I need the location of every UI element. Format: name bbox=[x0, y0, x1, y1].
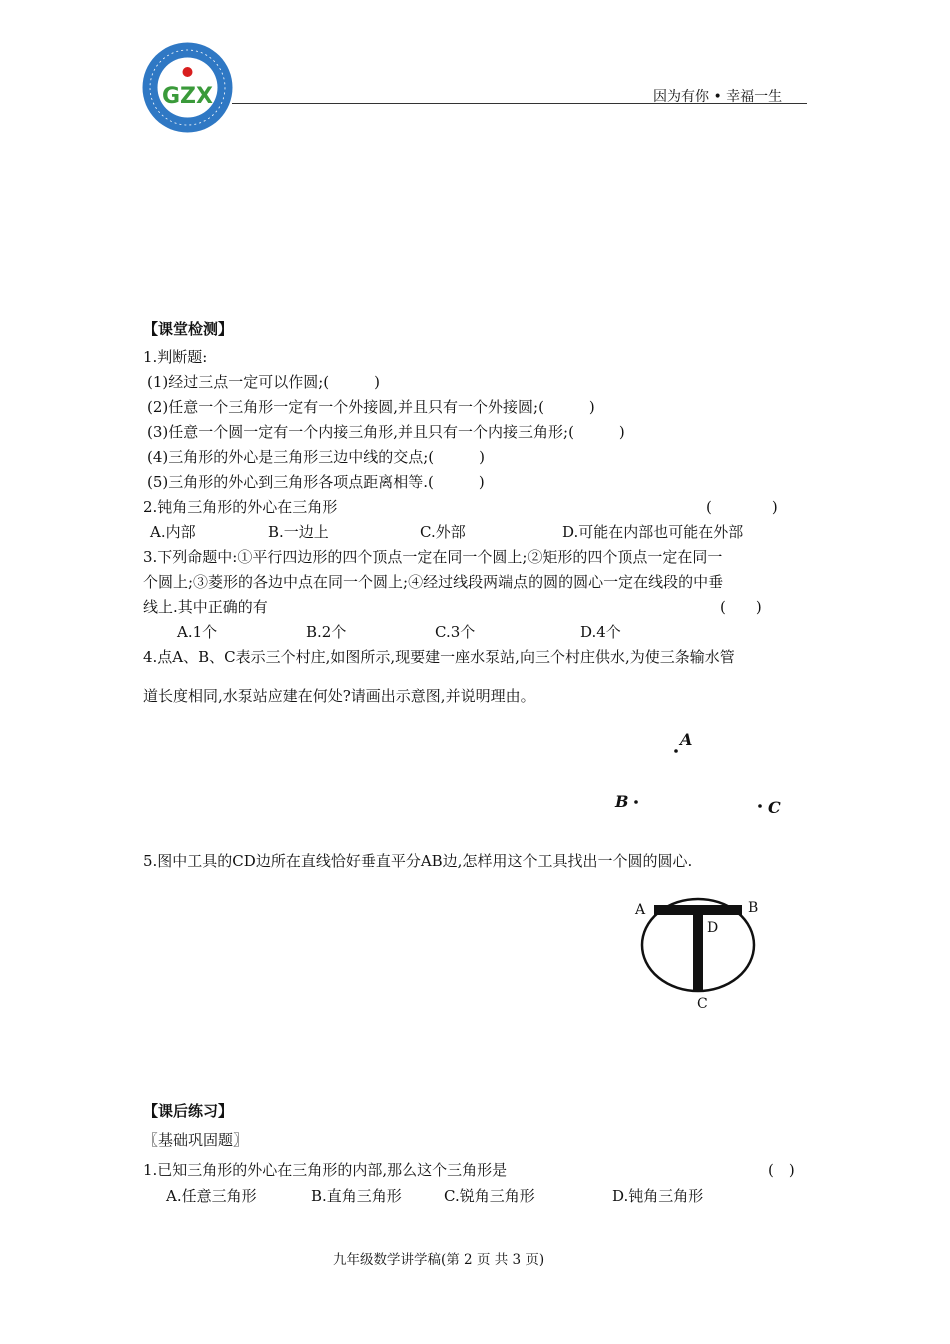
q1-stem: 1.判断题: bbox=[143, 348, 208, 366]
tool-label-b: B bbox=[748, 900, 759, 916]
q2-stem: 2.钝角三角形的外心在三角形 bbox=[143, 498, 338, 516]
hw-q1-answer-bracket: ( ) bbox=[768, 1161, 795, 1179]
q3-line: 3.下列命题中:①平行四边形的四个顶点一定在同一个圆上;②矩形的四个顶点一定在同一 bbox=[143, 548, 723, 566]
header-divider bbox=[232, 103, 807, 104]
point-label-a: A bbox=[680, 730, 693, 749]
section-subtitle-basic: 〖基础巩固题〗 bbox=[143, 1131, 249, 1149]
village-points-figure bbox=[600, 720, 800, 830]
q3-line: 线上.其中正确的有 bbox=[143, 598, 268, 616]
q5-stem: 5.图中工具的CD边所在直线恰好垂直平分AB边,怎样用这个工具找出一个圆的圆心. bbox=[143, 852, 693, 870]
q3-line: 个圆上;③菱形的各边中点在同一个圆上;④经过线段两端点的圆的圆心一定在线段的中垂 bbox=[143, 573, 724, 591]
hw-q1-option-a: A.任意三角形 bbox=[166, 1187, 257, 1205]
q3-answer-bracket: ( ) bbox=[720, 598, 762, 616]
q3-option-a: A.1个 bbox=[177, 623, 218, 641]
hw-q1-option-c: C.锐角三角形 bbox=[444, 1187, 535, 1205]
q1-item: (1)经过三点一定可以作圆;( ) bbox=[147, 373, 381, 391]
q2-answer-bracket: ( ) bbox=[706, 498, 778, 516]
svg-text:GZX: GZX bbox=[162, 84, 213, 109]
tool-label-a: A bbox=[635, 902, 646, 918]
q1-item: (5)三角形的外心到三角形各项点距离相等.( ) bbox=[147, 473, 485, 491]
t-tool-circle-figure bbox=[630, 895, 770, 1015]
q1-item: (4)三角形的外心是三角形三边中线的交点;( ) bbox=[147, 448, 486, 466]
hw-q1-option-d: D.钝角三角形 bbox=[612, 1187, 704, 1205]
tool-label-d: D bbox=[707, 920, 719, 936]
tool-label-c: C bbox=[697, 996, 708, 1012]
header-slogan: 因为有你 • 幸福一生 bbox=[653, 89, 783, 105]
hw-q1-stem: 1.已知三角形的外心在三角形的内部,那么这个三角形是 bbox=[143, 1161, 508, 1179]
section-title-homework: 【课后练习】 bbox=[143, 1102, 234, 1120]
point-label-b: B bbox=[615, 792, 629, 811]
q2-option-c: C.外部 bbox=[420, 523, 466, 541]
q4-line: 4.点A、B、C表示三个村庄,如图所示,现要建一座水泵站,向三个村庄供水,为使三条输水管 bbox=[143, 648, 735, 666]
q4-line: 道长度相同,水泵站应建在何处?请画出示意图,并说明理由。 bbox=[143, 687, 536, 705]
hw-q1-option-b: B.直角三角形 bbox=[311, 1187, 402, 1205]
page-footer: 九年级数学讲学稿(第 2 页 共 3 页) bbox=[333, 1252, 545, 1268]
q1-item: (3)任意一个圆一定有一个内接三角形,并且只有一个内接三角形;( ) bbox=[147, 423, 625, 441]
section-title-class-test: 【课堂检测】 bbox=[143, 320, 234, 338]
q3-option-d: D.4个 bbox=[580, 623, 621, 641]
q2-option-d: D.可能在内部也可能在外部 bbox=[562, 523, 744, 541]
q1-item: (2)任意一个三角形一定有一个外接圆,并且只有一个外接圆;( ) bbox=[147, 398, 595, 416]
q3-option-c: C.3个 bbox=[435, 623, 476, 641]
school-logo bbox=[140, 40, 235, 135]
point-label-c: C bbox=[768, 798, 781, 817]
q2-option-a: A.内部 bbox=[150, 523, 196, 541]
q3-option-b: B.2个 bbox=[306, 623, 347, 641]
q2-option-b: B.一边上 bbox=[268, 523, 329, 541]
